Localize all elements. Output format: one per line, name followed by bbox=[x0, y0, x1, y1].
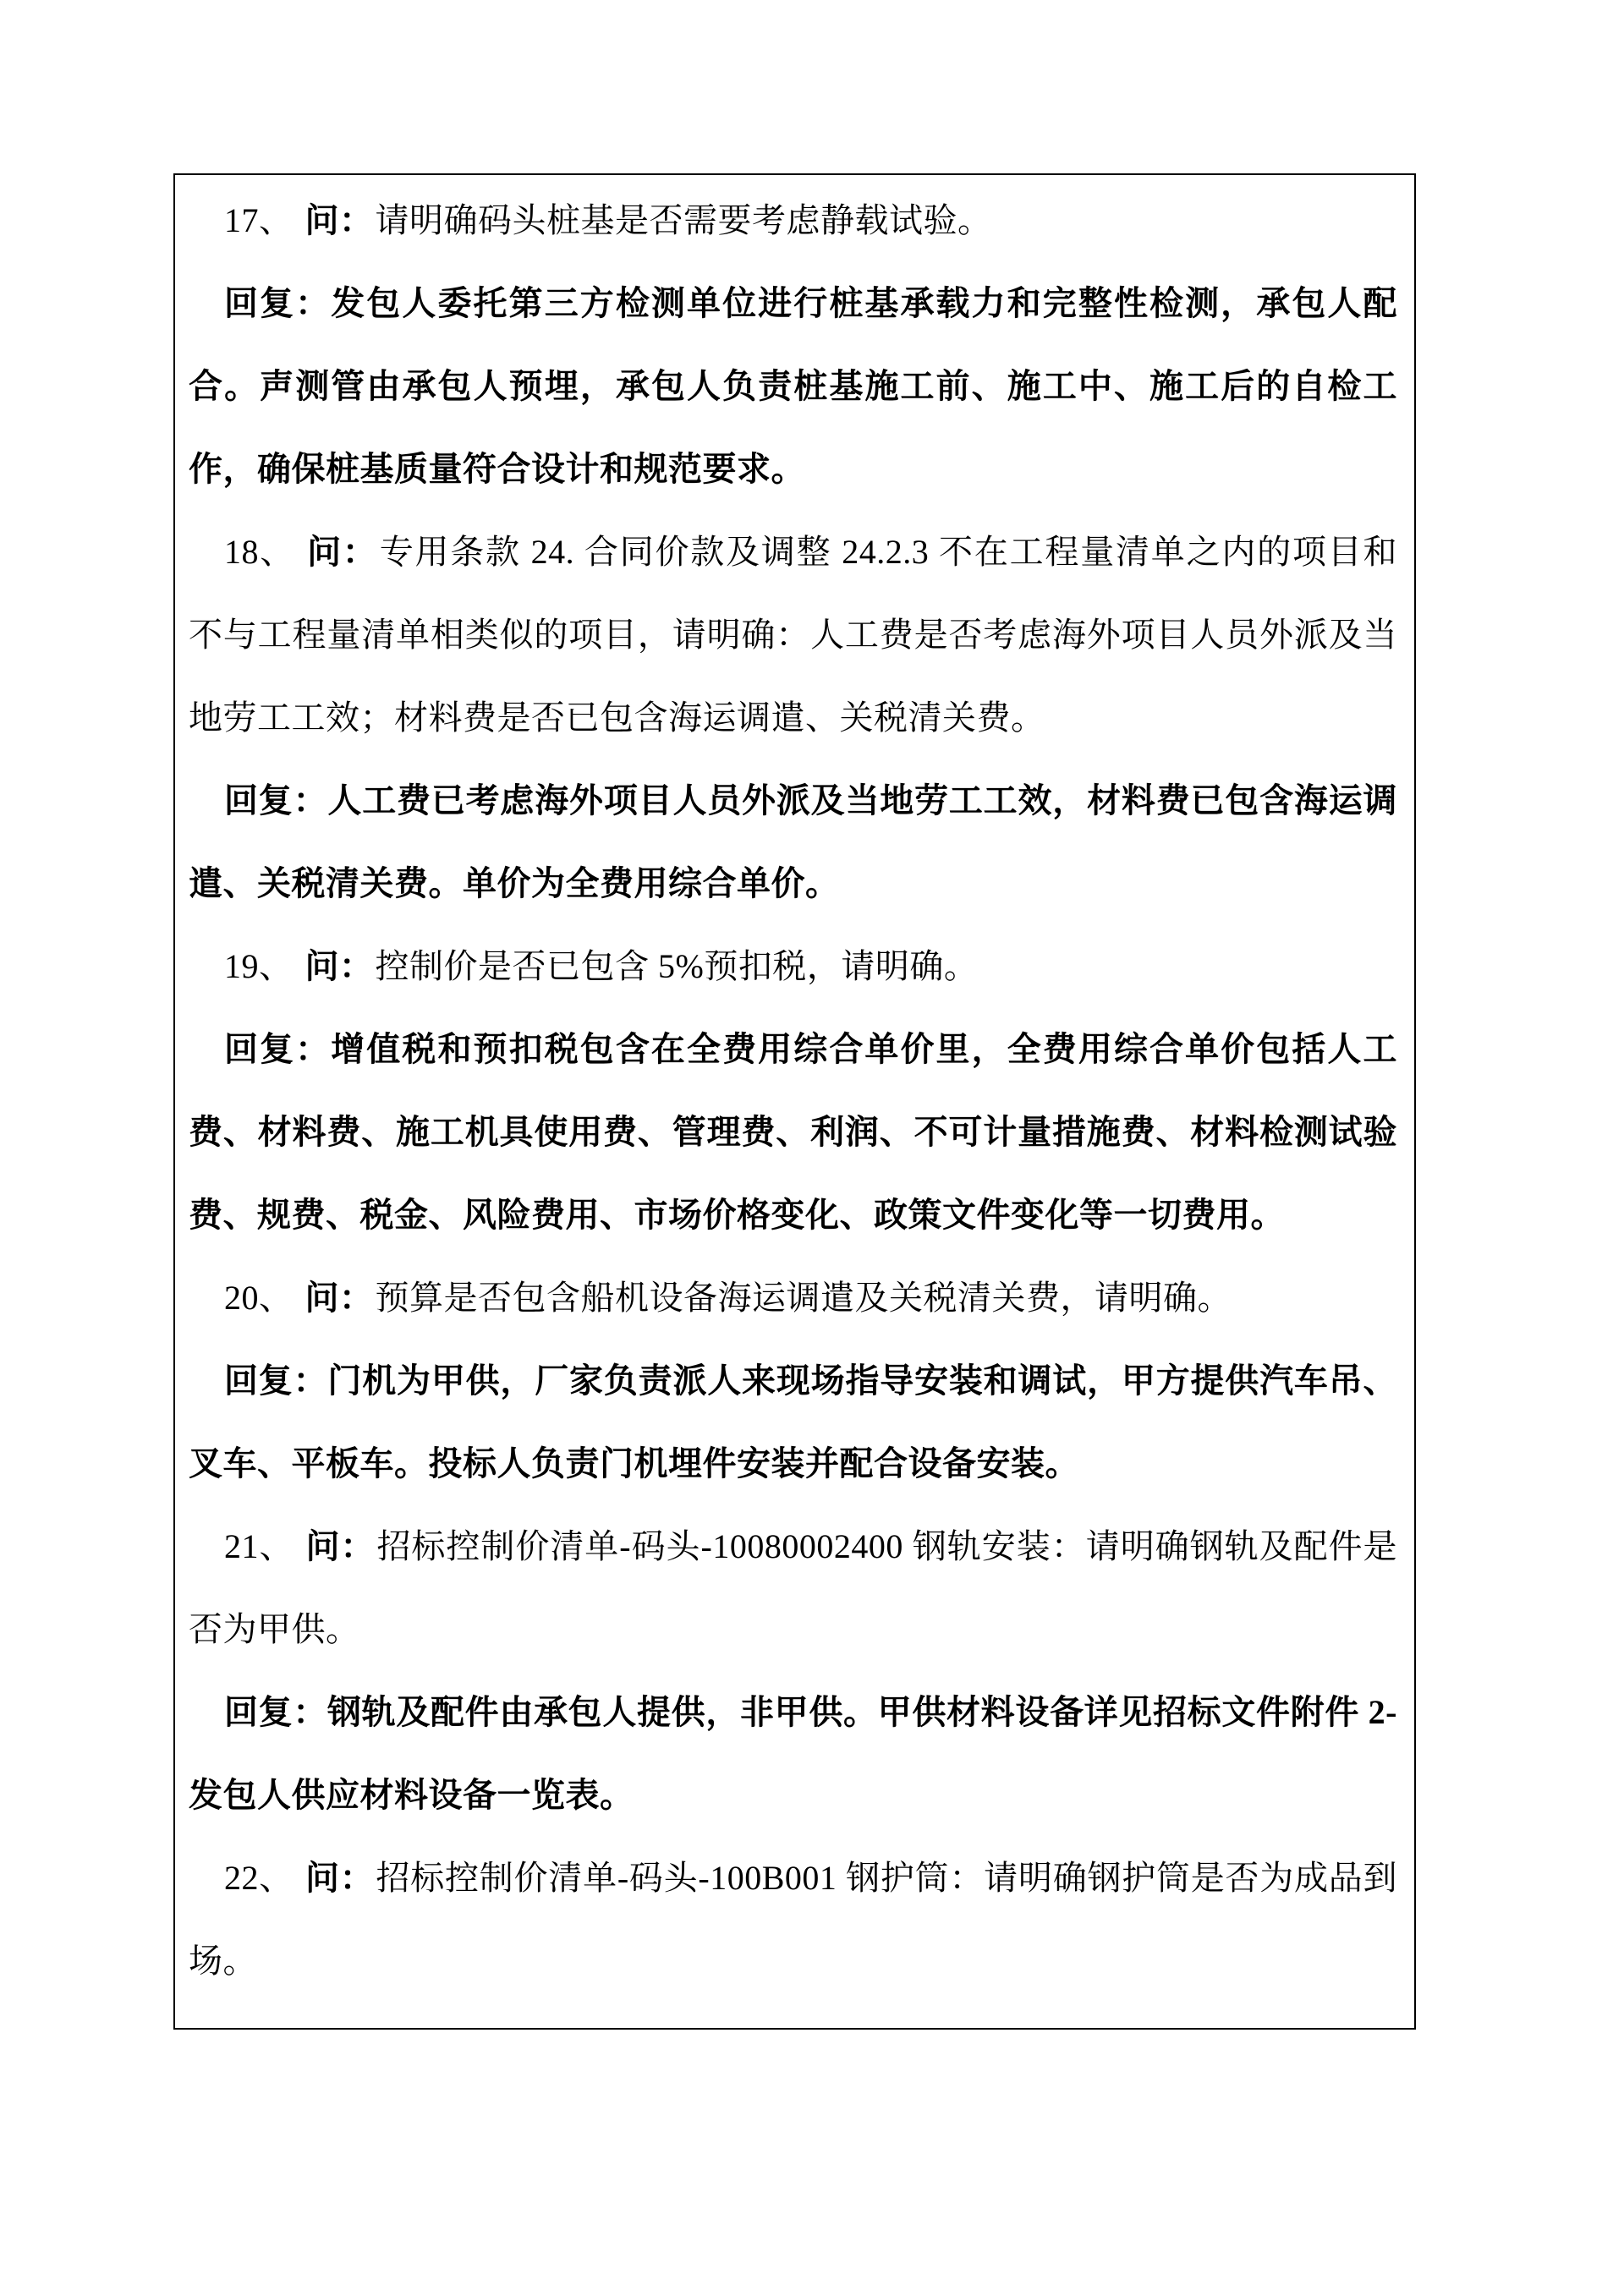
reply-text: 人工费已考虑海外项目人员外派及当地劳工工效，材料费已包含海运调遣、关税清关费。单价为全费用综合单价。 bbox=[189, 781, 1398, 902]
question-label: 问： bbox=[305, 1527, 376, 1565]
question-paragraph-22 bbox=[189, 1837, 1397, 2003]
qa-table-cell bbox=[173, 173, 1416, 2030]
reply-label: 回复： bbox=[224, 1362, 328, 1400]
item-number: 21、 bbox=[224, 1527, 294, 1565]
reply-label: 回复： bbox=[224, 1693, 328, 1731]
reply-paragraph-17 bbox=[189, 262, 1397, 511]
question-text: 预算是否包含船机设备海运调遣及关税清关费，请明确。 bbox=[375, 1279, 1232, 1317]
reply-label: 回复： bbox=[224, 284, 332, 322]
reply-label: 回复： bbox=[224, 1030, 332, 1068]
item-number: 17、 bbox=[224, 201, 294, 239]
question-text: 控制价是否已包含 5%预扣税，请明确。 bbox=[375, 947, 979, 985]
item-number: 18、 bbox=[224, 533, 296, 571]
question-label: 问： bbox=[307, 533, 378, 571]
question-label: 问： bbox=[305, 1859, 375, 1897]
reply-paragraph-19 bbox=[189, 1008, 1397, 1257]
reply-text: 门机为甲供，厂家负责派人来现场指导安装和调试，甲方提供汽车吊、叉车、平板车。投标人负责门机埋件安装并配合设备安装。 bbox=[189, 1362, 1398, 1482]
question-text: 请明确码头桩基是否需要考虑静载试验。 bbox=[375, 201, 992, 239]
question-paragraph-17 bbox=[189, 179, 1397, 262]
question-text: 招标控制价清单-码头-100B001 钢护筒：请明确钢护筒是否为成品到场。 bbox=[189, 1859, 1397, 1980]
question-paragraph-21 bbox=[189, 1505, 1397, 1671]
question-label: 问： bbox=[304, 201, 374, 239]
question-text: 招标控制价清单-码头-10080002400 钢轨安装：请明确钢轨及配件是否为甲供。 bbox=[189, 1527, 1398, 1648]
question-paragraph-19 bbox=[189, 925, 1397, 1008]
item-number: 22、 bbox=[224, 1859, 294, 1897]
question-text: 专用条款 24. 合同价款及调整 24.2.3 不在工程量清单之内的项目和不与工程量清单相类似的项目，请明确：人工费是否考虑海外项目人员外派及当地劳工工效；材料费是否已包含海运调遣、关税清关费。 bbox=[189, 533, 1398, 737]
reply-paragraph-21 bbox=[189, 1671, 1397, 1837]
item-number: 20、 bbox=[224, 1279, 294, 1317]
reply-label: 回复： bbox=[224, 781, 328, 819]
question-paragraph-20 bbox=[189, 1257, 1397, 1340]
reply-paragraph-20 bbox=[189, 1340, 1397, 1505]
question-label: 问： bbox=[304, 947, 374, 985]
question-paragraph-18 bbox=[189, 511, 1397, 759]
reply-paragraph-18 bbox=[189, 759, 1397, 925]
reply-text: 发包人委托第三方检测单位进行桩基承载力和完整性检测，承包人配合。声测管由承包人预埋，承包人负责桩基施工前、施工中、施工后的自检工作，确保桩基质量符合设计和规范要求。 bbox=[189, 284, 1397, 488]
question-label: 问： bbox=[304, 1279, 374, 1317]
reply-text: 增值税和预扣税包含在全费用综合单价里，全费用综合单价包括人工费、材料费、施工机具使用费、管理费、利润、不可计量措施费、材料检测试验费、规费、税金、风险费用、市场价格变化、政策文件变化等一切费用。 bbox=[189, 1030, 1397, 1234]
item-number: 19、 bbox=[224, 947, 294, 985]
reply-text: 钢轨及配件由承包人提供，非甲供。甲供材料设备详见招标文件附件 2-发包人供应材料设备一览表。 bbox=[189, 1693, 1398, 1814]
